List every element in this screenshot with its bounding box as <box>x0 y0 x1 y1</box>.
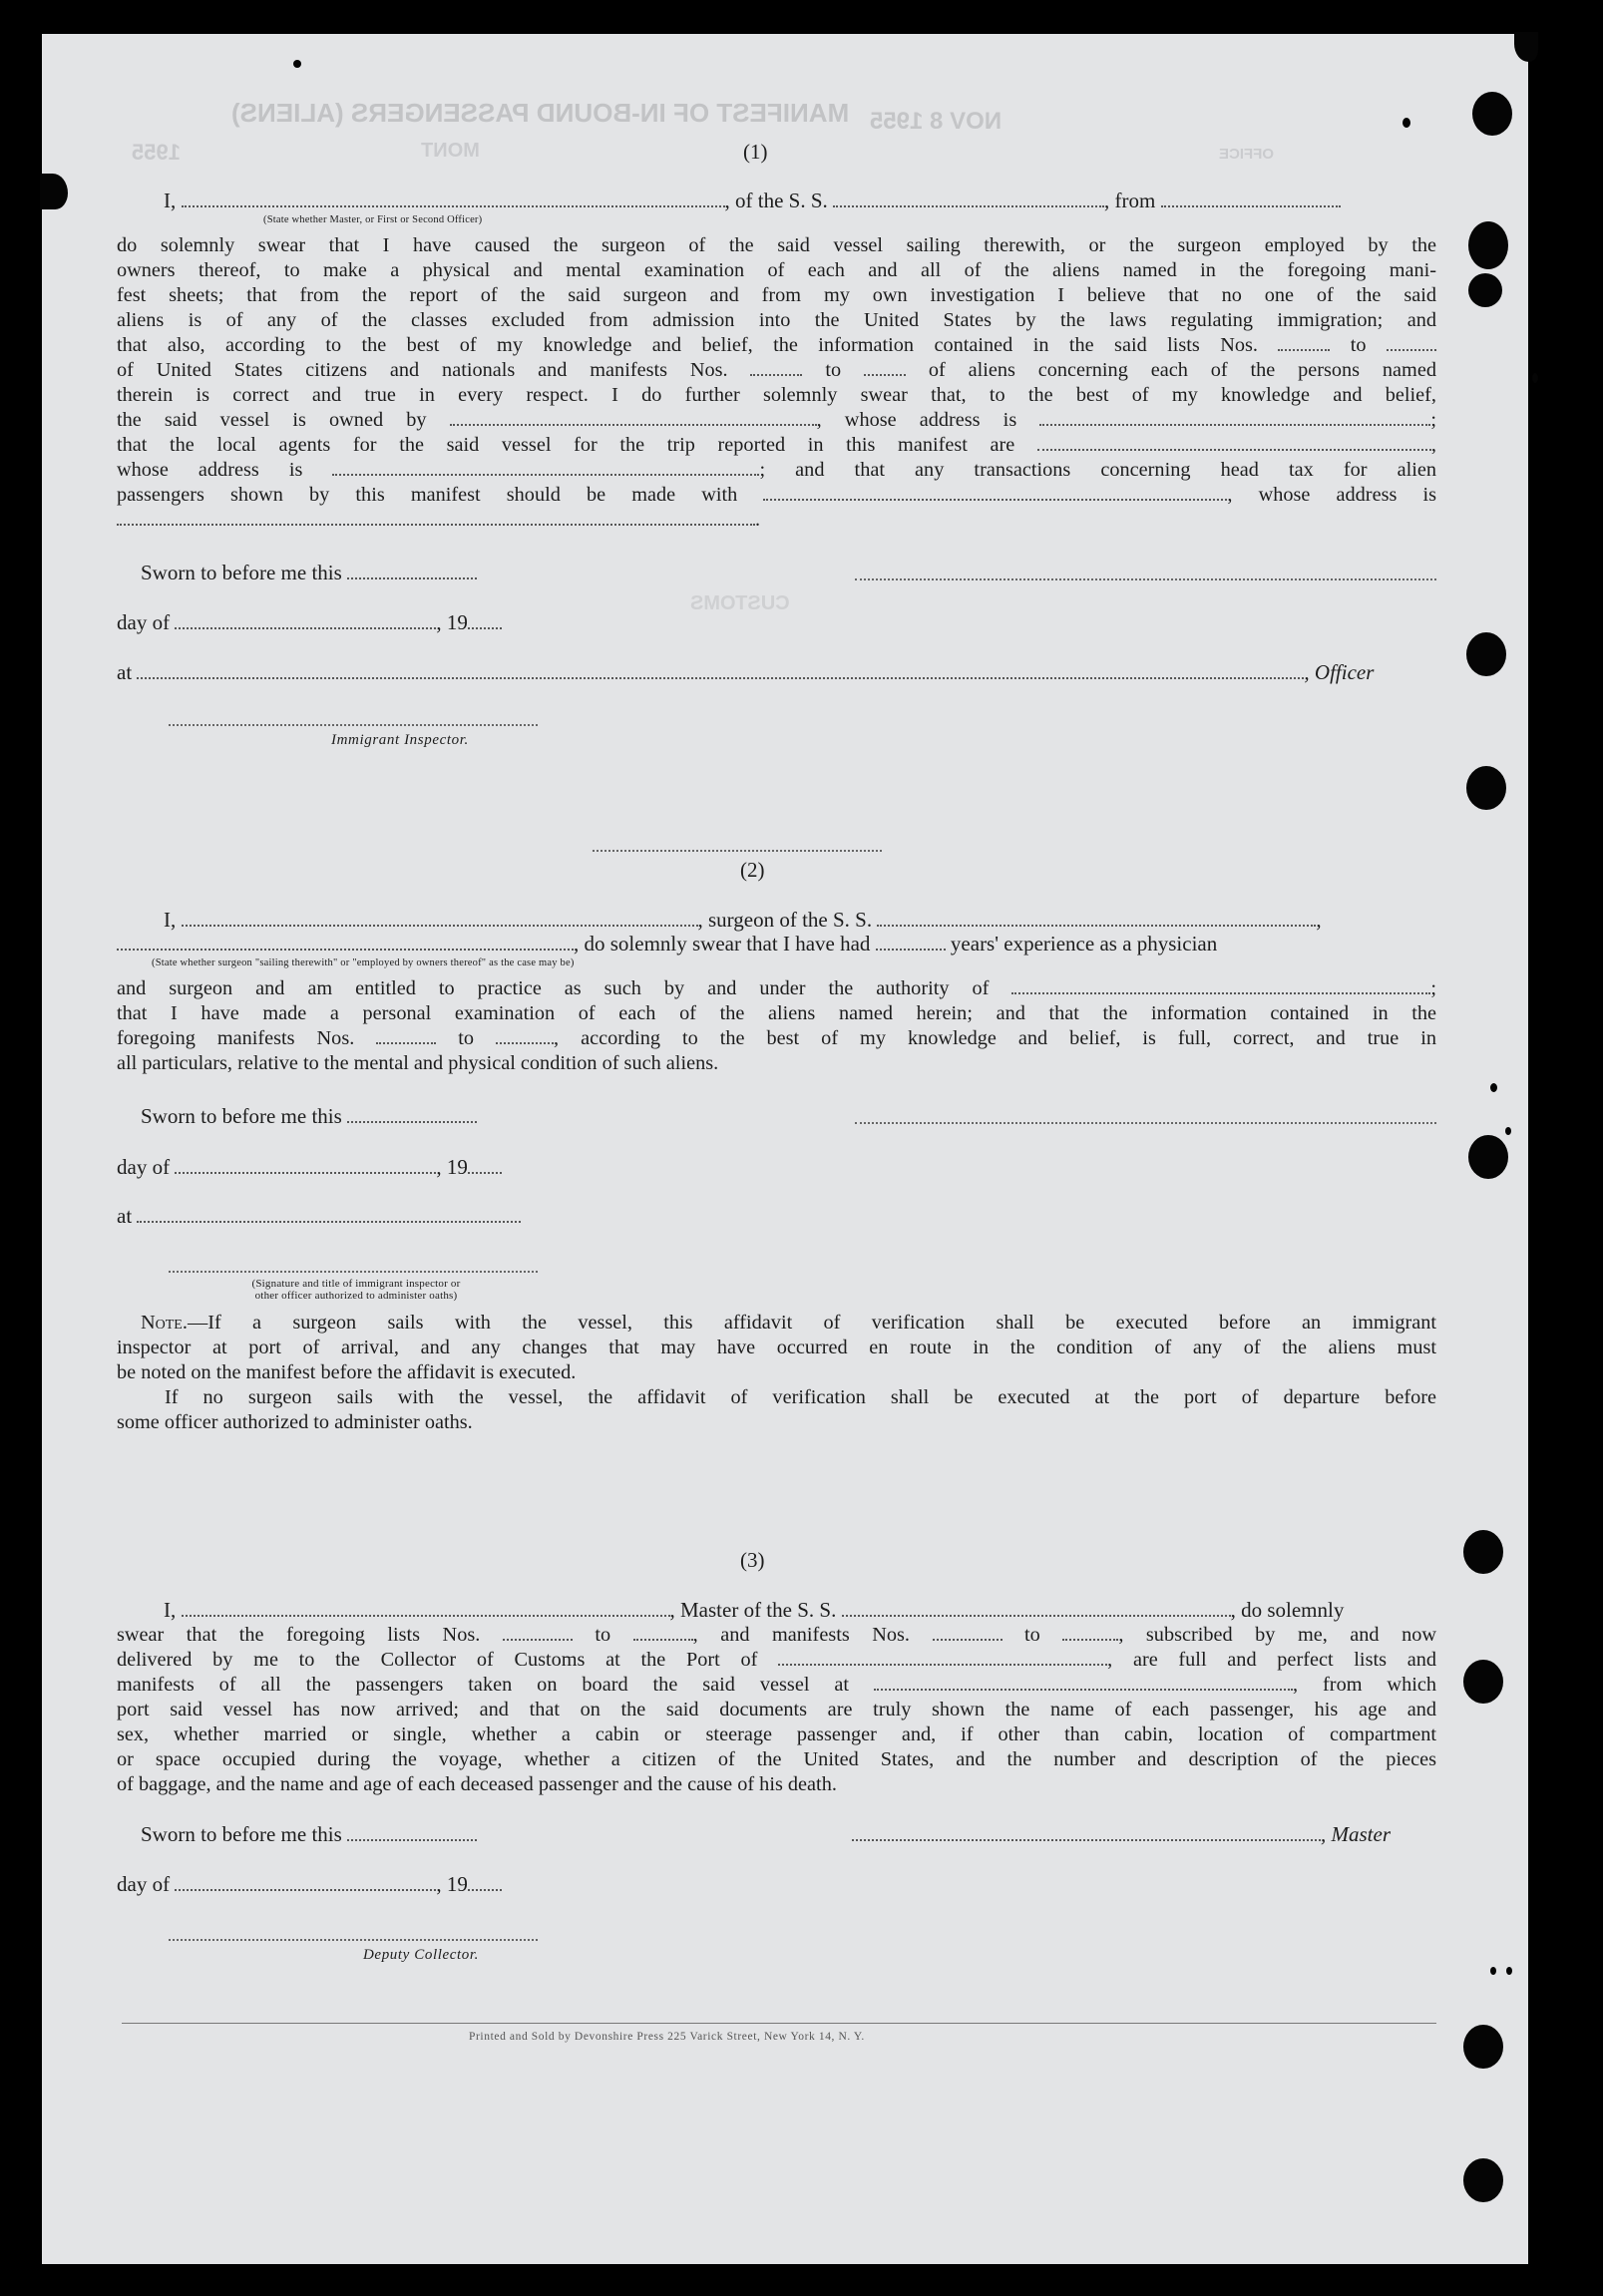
section-2-note <box>117 1311 1436 1435</box>
section-2-sworn-date-field[interactable] <box>347 1105 477 1123</box>
faded-header-title: MANIFEST OF IN-BOUND PASSENGERS (ALIENS) <box>231 98 850 128</box>
section-3-line1: I, , Master of the S. S. , do solemnly <box>164 1598 1345 1622</box>
ink-dot <box>1403 118 1410 128</box>
arrival-port-field[interactable] <box>778 1648 1107 1666</box>
section-3-paragraph <box>117 1623 1436 1797</box>
para-line: therein is correct and true in every respect. I do further solemnly swear that, to the best of my knowledge and belief, <box>117 384 1436 406</box>
section-3-day: day of , 19 <box>117 1872 502 1897</box>
section-1-place-field[interactable] <box>137 661 1304 679</box>
note-line: be noted on the manifest before the affidavit is executed. <box>117 1361 577 1383</box>
para-line: that I have made a personal examination of each of the aliens named herein; and that the information contained in the <box>117 1002 1436 1024</box>
authority-field[interactable] <box>1011 976 1430 994</box>
agent-address-field[interactable] <box>332 458 759 476</box>
footer-rule <box>122 2023 1436 2024</box>
embarkation-port-field[interactable] <box>874 1673 1293 1691</box>
deputy-collector-signature-line[interactable] <box>169 1939 538 1941</box>
section-1-from: , from <box>1104 189 1156 212</box>
faded-header-year: 1955 <box>132 140 181 165</box>
para-line: foregoing manifests Nos. to , according to the best of my knowledge and belief, is full, correct, and true in <box>117 1027 1436 1049</box>
section-3-sworn-date-field[interactable] <box>347 1823 477 1841</box>
section-1-officer-note: (State whether Master, or First or Second Officer) <box>263 214 483 225</box>
manifests-nos-to-field[interactable] <box>864 358 906 376</box>
note-line: inspector at port of arrival, and any changes that may have occurred en route in the condition of any of the aliens must <box>117 1337 1436 1358</box>
para-line: and surgeon and am entitled to practice as such by and under the authority of ; <box>117 977 1436 999</box>
inspector-signature-line[interactable] <box>169 724 538 726</box>
surgeon-name-field[interactable] <box>182 909 698 927</box>
section-2-day-field[interactable] <box>175 1156 436 1174</box>
section-3-lists-from-field[interactable] <box>503 1623 573 1641</box>
ship-name-field[interactable] <box>833 190 1104 207</box>
punch-hole <box>1466 766 1506 810</box>
para-line: manifests of all the passengers taken on board the said vessel at , from which <box>117 1674 1436 1696</box>
master-signature-row: , Master <box>852 1822 1391 1847</box>
lists-nos-from-field[interactable] <box>1278 333 1330 351</box>
section-2-line1: I, , surgeon of the S. S. , <box>164 908 1322 932</box>
para-line: that the local agents for the said vessel for the trip reported in this manifest are , <box>117 434 1436 456</box>
lists-nos-to-field[interactable] <box>1387 333 1436 351</box>
faded-mid-customs: CUSTOMS <box>690 592 790 614</box>
punch-hole <box>1463 1660 1503 1704</box>
printer-imprint: Printed and Sold by Devonshire Press 225 Varick Street, New York 14, N. Y. <box>469 2031 865 2043</box>
section-2-line2: , do solemnly swear that I have had years' experience as a physician <box>117 932 1436 957</box>
edge-blot <box>1514 32 1538 62</box>
punch-hole <box>1463 2158 1503 2202</box>
section-1-line1 <box>164 189 1438 213</box>
section-3-manifests-from-field[interactable] <box>933 1623 1002 1641</box>
punch-hole <box>1472 92 1512 136</box>
section-1-day-field[interactable] <box>175 611 436 629</box>
departure-port-field[interactable] <box>1161 190 1341 207</box>
manifest-form-page <box>42 34 1528 2264</box>
ink-dot <box>293 60 301 68</box>
para-line: passengers shown by this manifest should be made with , whose address is <box>117 484 1436 506</box>
ink-dot <box>1490 1967 1496 1975</box>
para-line: fest sheets; that from the report of the said surgeon and from my own investigation I believe that no one of the said <box>117 284 1436 306</box>
section-2-number: (2) <box>740 858 765 882</box>
punch-hole <box>1468 273 1502 307</box>
section-1-signature-line[interactable] <box>855 578 1436 580</box>
para-line: whose address is ; and that any transactions concerning head tax for alien <box>117 459 1436 481</box>
note-heading: Note. <box>141 1312 188 1334</box>
para-line: that also, according to the best of my knowledge and belief, the information contained in the said lists Nos. to <box>117 333 1436 358</box>
para-line: the said vessel is owned by , whose address is ; <box>117 409 1436 431</box>
section-2-manifests-to-field[interactable] <box>496 1026 554 1044</box>
section-3-sworn: Sworn to before me this <box>141 1822 477 1847</box>
section-separator <box>593 850 882 852</box>
section-1-paragraph <box>117 233 1436 533</box>
note-line: some officer authorized to administer oaths. <box>117 1411 473 1433</box>
years-experience-field[interactable] <box>876 933 946 951</box>
section-2-day: day of , 19 <box>117 1155 502 1180</box>
ink-dot <box>1505 1127 1511 1135</box>
para-line: of United States citizens and nationals and manifests Nos. to of aliens concerning each of the persons named <box>117 359 1436 381</box>
section-1-sworn-date-field[interactable] <box>347 562 477 579</box>
para-line: sex, whether married or single, whether a cabin or steerage passenger and, if other than cabin, location of compartment <box>117 1723 1436 1745</box>
punch-hole <box>1463 1530 1503 1574</box>
punch-hole <box>1463 2025 1503 2069</box>
section-2-place-field[interactable] <box>137 1205 521 1223</box>
owner-field[interactable] <box>450 408 817 426</box>
section-3-number: (3) <box>740 1548 765 1572</box>
para-line: or space occupied during the voyage, whether a citizen of the United States, and the number and description of the pieces <box>117 1748 1436 1770</box>
section-3-year-field[interactable] <box>468 1873 502 1891</box>
punch-hole <box>1468 1135 1508 1179</box>
officer-name-field[interactable] <box>182 190 725 207</box>
note-line: If no surgeon sails with the vessel, the affidavit of verification shall be executed at the port of departure before <box>165 1386 1436 1408</box>
section-1-at: at , Officer <box>117 660 1375 684</box>
para-line: all particulars, relative to the mental and physical condition of such aliens. <box>117 1052 719 1074</box>
manifests-nos-from-field[interactable] <box>750 358 802 376</box>
faded-header-stamp: NOV 8 1955 <box>870 108 1002 135</box>
master-ship-field[interactable] <box>842 1599 1231 1617</box>
section-2-paragraph <box>117 976 1436 1076</box>
section-1-number: (1) <box>743 140 768 164</box>
punch-hole <box>1468 221 1508 269</box>
master-signature-field[interactable] <box>852 1823 1321 1841</box>
ink-dot <box>1506 1967 1512 1975</box>
section-2-signature-line[interactable] <box>855 1122 1436 1124</box>
immigrant-inspector-label: Immigrant Inspector. <box>331 732 469 748</box>
para-line: . <box>117 508 1436 533</box>
section-1-of-ship: , of the S. S. <box>724 189 828 212</box>
edge-blot <box>40 174 68 209</box>
section-2-manifests-from-field[interactable] <box>376 1026 436 1044</box>
section-1-day: day of , 19 <box>117 610 502 635</box>
section-1-sworn: Sworn to before me this <box>141 561 477 585</box>
head-tax-contact-field[interactable] <box>763 483 1227 501</box>
para-line: of baggage, and the name and age of each deceased passenger and the cause of his death. <box>117 1773 837 1795</box>
section-2-inspector-signature-line[interactable] <box>169 1271 538 1273</box>
para-line: do solemnly swear that I have caused the surgeon of the said vessel sailing therewith, or the surgeon employed by the <box>117 234 1436 256</box>
punch-hole <box>1466 632 1506 676</box>
para-line: delivered by me to the Collector of Customs at the Port of , are full and perfect lists and <box>117 1649 1436 1671</box>
section-3-day-field[interactable] <box>175 1873 436 1891</box>
para-line: swear that the foregoing lists Nos. to , and manifests Nos. to , subscribed by me, and now <box>117 1624 1437 1646</box>
surgeon-ship-field[interactable] <box>877 909 1316 927</box>
owner-address-field[interactable] <box>1039 408 1430 426</box>
section-2-signatory-caption: (Signature and title of immigrant inspector or other officer authorized to administer oaths) <box>251 1278 461 1302</box>
master-name-field[interactable] <box>182 1599 670 1617</box>
section-2-year-field[interactable] <box>468 1156 502 1174</box>
surgeon-status-field[interactable] <box>117 933 574 951</box>
note-line: Note.—If a surgeon sails with the vessel, this affidavit of verification shall be executed before an immigrant <box>141 1312 1436 1334</box>
para-line: port said vessel has now arrived; and that on the said documents are truly shown the name of each passenger, his age and <box>117 1699 1436 1721</box>
ink-dot <box>1490 1083 1497 1092</box>
faded-header-month: MONT <box>421 140 480 162</box>
local-agents-field[interactable] <box>1037 433 1431 451</box>
section-2-sworn: Sworn to before me this <box>141 1104 477 1129</box>
section-1-i: I, <box>164 189 177 212</box>
faded-header-office: OFFICE <box>1219 146 1274 163</box>
surgeon-status-note: (State whether surgeon "sailing therewith" or "employed by owners thereof" as the case may be) <box>152 957 575 968</box>
ink-dot <box>1532 373 1538 383</box>
section-2-at: at <box>117 1204 521 1229</box>
para-line: aliens is of any of the classes excluded from admission into the United States by the laws regulating immigration; and <box>117 309 1436 331</box>
section-3-lists-to-field[interactable] <box>633 1623 693 1641</box>
head-tax-address-field[interactable] <box>117 508 755 526</box>
section-3-manifests-to-field[interactable] <box>1062 1623 1118 1641</box>
para-line: owners thereof, to make a physical and mental examination of each and all of the aliens named in the foregoing mani- <box>117 259 1436 281</box>
section-1-year-field[interactable] <box>468 611 502 629</box>
deputy-collector-label: Deputy Collector. <box>363 1947 480 1963</box>
